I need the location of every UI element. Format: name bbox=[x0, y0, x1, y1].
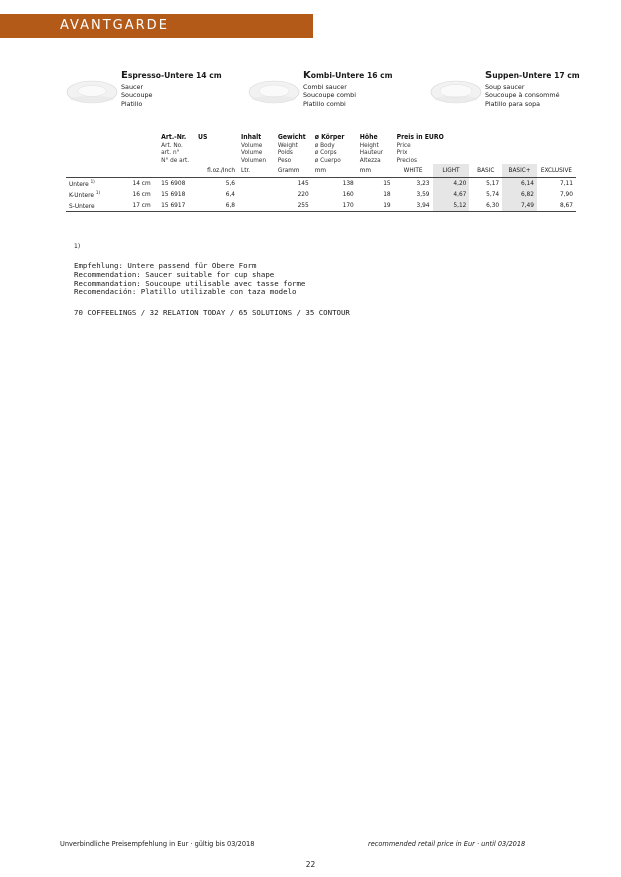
row-size: 14 cm bbox=[132, 178, 151, 187]
units-row bbox=[66, 164, 576, 177]
row-height: 18 bbox=[383, 190, 391, 199]
footer-price-note-de: Unverbindliche Preisempfehlung in Eur · gültig bis 03/2018 bbox=[60, 840, 255, 848]
row-ltr bbox=[238, 200, 275, 212]
product-desc-es: Platillo para sopa bbox=[485, 99, 541, 108]
row-basic: 5,74 bbox=[486, 190, 500, 199]
product-desc-es: Platillo bbox=[121, 99, 143, 108]
row-artnr: 15 6917 bbox=[158, 200, 195, 212]
product-desc-fr: Soucoupe bbox=[121, 91, 153, 100]
row-white: 3,23 bbox=[416, 178, 430, 187]
row-exclusive: 8,67 bbox=[537, 200, 576, 212]
col-header-preis: Preis in EURO Price Prix Precios bbox=[396, 133, 444, 164]
row-us: 6,4 bbox=[225, 190, 236, 199]
footnote-line-es: Recomendación: Platillo utilizable con taza modelo bbox=[74, 287, 297, 297]
row-gramm: 145 bbox=[297, 178, 309, 187]
col-header-hoehe: Höhe Height Hauteur Altezza bbox=[359, 133, 384, 164]
product-desc-en: Soup saucer bbox=[485, 83, 525, 92]
col-header-gewicht: Gewicht Weight Poids Peso bbox=[277, 133, 306, 164]
table-header-row bbox=[66, 134, 576, 164]
product-desc-fr: Soucoupe à consommé bbox=[485, 91, 560, 100]
row-exclusive: 7,11 bbox=[559, 178, 573, 187]
compatible-series: 70 COFFEELINGS / 32 RELATION TODAY / 65 SOLUTIONS / 35 CONTOUR bbox=[74, 308, 350, 317]
table-row bbox=[66, 189, 576, 200]
unit-label: Gramm bbox=[275, 164, 312, 177]
row-light: 5,12 bbox=[433, 200, 470, 212]
product-desc-en: Saucer bbox=[121, 83, 144, 92]
row-body: 170 bbox=[312, 200, 357, 212]
saucer-image bbox=[430, 78, 482, 104]
footnote-text bbox=[74, 262, 305, 297]
price-tier-white: WHITE bbox=[394, 164, 433, 177]
footnote-line-en: Recommendation: Saucer suitable for cup shape bbox=[74, 269, 275, 279]
unit-label: mm bbox=[312, 164, 357, 177]
row-basic: 6,30 bbox=[469, 200, 502, 212]
row-name: S-Untere bbox=[66, 200, 129, 212]
footer-price-note-en: recommended retail price in Eur · until 03/2018 bbox=[368, 840, 526, 848]
col-header-inhalt: Inhalt Volume Volume Volumen bbox=[241, 133, 266, 164]
price-tier-basic: BASIC bbox=[469, 164, 502, 177]
row-exclusive: 7,90 bbox=[559, 190, 573, 199]
col-header-us: US bbox=[198, 133, 208, 141]
product-desc-en: Combi saucer bbox=[303, 83, 347, 92]
row-us: 6,8 bbox=[195, 200, 238, 212]
product-name: Kombi-Untere 16 cm bbox=[303, 70, 393, 81]
row-us: 5,6 bbox=[225, 178, 236, 187]
footnote-marker: 1) bbox=[74, 243, 81, 250]
product-name: Espresso-Untere 14 cm bbox=[121, 70, 222, 81]
row-height: 15 bbox=[383, 178, 391, 187]
section-title: AVANTGARDE bbox=[60, 18, 169, 33]
footnote-line-fr: Recommandation: Soucoupe utilisable avec tasse forme bbox=[74, 278, 306, 288]
row-light: 4,20 bbox=[433, 177, 470, 189]
col-header-artnr: Art.-Nr. Art. No. art. n° N° de art. bbox=[161, 133, 190, 164]
row-white: 3,94 bbox=[394, 200, 433, 212]
row-gramm: 255 bbox=[275, 200, 312, 212]
row-white: 3,59 bbox=[416, 190, 430, 199]
row-basicplus: 6,14 bbox=[502, 177, 537, 189]
unit-label: mm bbox=[357, 164, 394, 177]
saucer-image bbox=[248, 78, 300, 104]
row-name: K-Untere $^{1)}$ bbox=[69, 191, 101, 200]
unit-label: Ltr. bbox=[238, 164, 275, 177]
table-row bbox=[66, 177, 576, 189]
row-basicplus: 7,49 bbox=[502, 200, 537, 212]
row-name: Untere $^{1)}$ bbox=[69, 179, 95, 189]
footnote-line-de: Empfehlung: Untere passend für Obere Form bbox=[74, 261, 257, 270]
price-tier-exclusive: EXCLUSIVE bbox=[537, 164, 576, 177]
row-ltr bbox=[238, 177, 275, 189]
product-desc-es: Platillo combi bbox=[303, 99, 346, 108]
row-artnr: 15 6918 bbox=[161, 190, 186, 199]
saucer-image bbox=[66, 78, 118, 104]
row-gramm: 220 bbox=[297, 190, 309, 199]
row-basic: 5,17 bbox=[486, 178, 500, 187]
page-number: 22 bbox=[305, 860, 316, 869]
price-tier-basicplus: BASIC+ bbox=[502, 164, 537, 177]
row-light: 4,67 bbox=[433, 189, 470, 200]
col-header-koerper: ø Körper ø Body ø Corps ø Cuerpo bbox=[314, 133, 345, 164]
table-row bbox=[66, 200, 576, 212]
price-tier-light: LIGHT bbox=[433, 164, 470, 177]
product-name: Suppen-Untere 17 cm bbox=[485, 70, 580, 81]
row-basicplus: 6,82 bbox=[502, 189, 537, 200]
row-body: 138 bbox=[342, 178, 354, 187]
row-ltr bbox=[238, 189, 275, 200]
row-size: 16 cm bbox=[132, 190, 151, 199]
row-height: 19 bbox=[357, 200, 394, 212]
unit-label: fl.oz./Inch bbox=[195, 164, 238, 177]
price-table bbox=[66, 134, 576, 212]
row-size: 17 cm bbox=[129, 200, 158, 212]
row-body: 160 bbox=[342, 190, 354, 199]
product-desc-fr: Soucoupe combi bbox=[303, 91, 356, 100]
row-artnr: 15 6908 bbox=[161, 178, 186, 187]
section-header-bar bbox=[0, 14, 313, 38]
